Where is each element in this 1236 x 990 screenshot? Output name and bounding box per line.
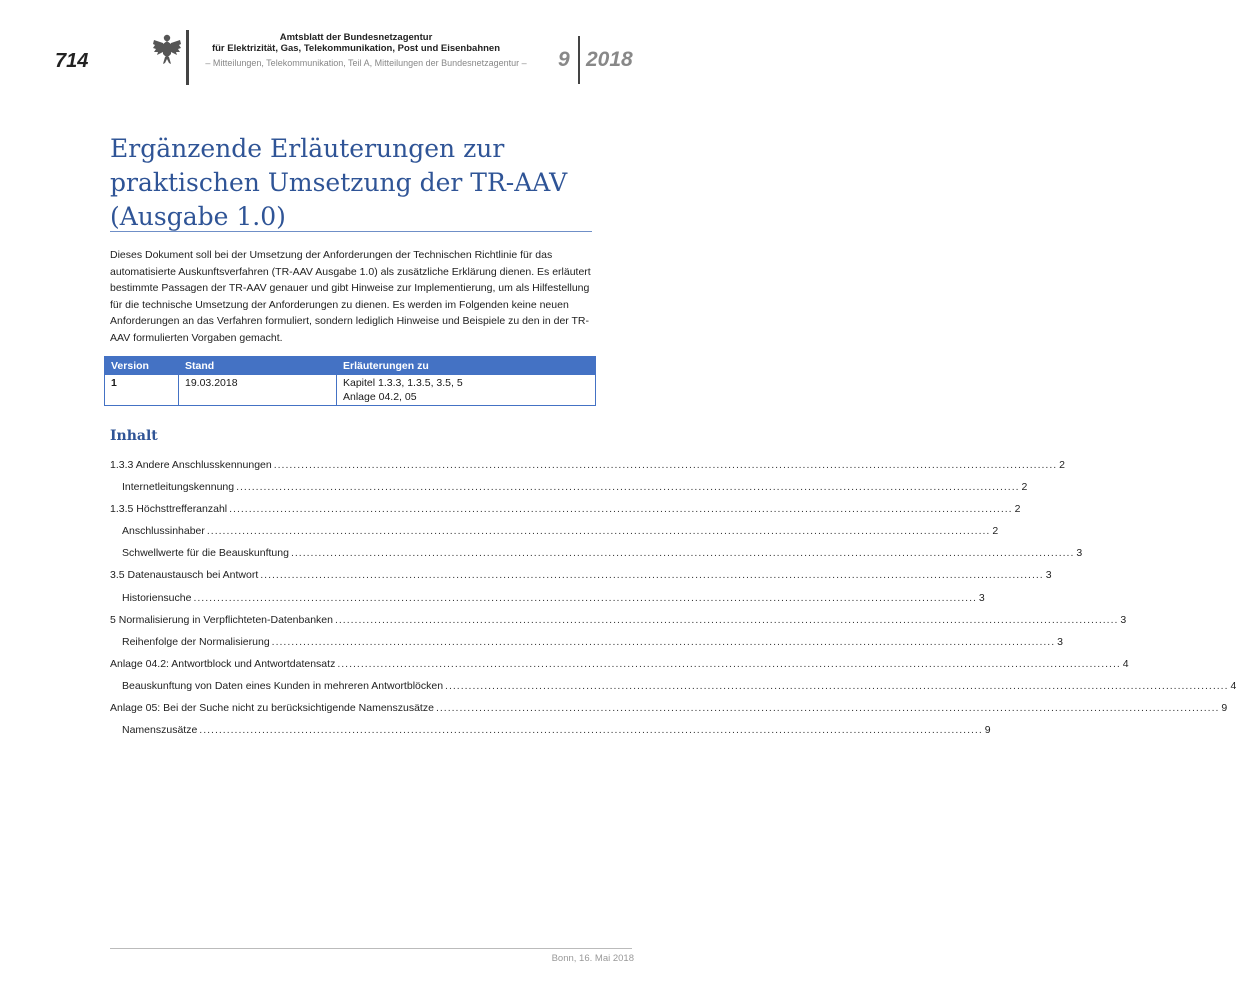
toc-leader: ........................................................................................................................................................................................................ <box>435 702 1220 715</box>
toc-entry-title: Internetleitungskennung <box>122 481 235 494</box>
toc-entry-page: 2 <box>992 525 999 538</box>
footer-date: Bonn, 16. Mai 2018 <box>551 953 634 964</box>
toc-entry[interactable] <box>110 613 1127 636</box>
toc-entry[interactable] <box>110 525 999 547</box>
federal-eagle-icon <box>152 32 182 66</box>
toc-entry[interactable] <box>110 503 1021 525</box>
toc-entry[interactable] <box>110 481 1028 503</box>
toc-entry[interactable] <box>110 724 991 746</box>
issue-number: 9 <box>558 48 570 71</box>
version-column-header: Version <box>105 357 179 375</box>
publication-subtitle: – Mitteilungen, Telekommunikation, Teil A, Mitteilungen der Bundesnetzagentur – <box>205 58 527 68</box>
toc-entry-title: Reihenfolge der Normalisierung <box>122 635 270 648</box>
issue-year: 2018 <box>586 48 633 71</box>
header-divider <box>186 30 189 85</box>
toc-leader: ........................................................................................................................................................................................................ <box>290 547 1075 560</box>
toc-entry-title: Anschlussinhaber <box>122 525 205 538</box>
toc-leader: ........................................................................................................................................................................................................ <box>445 679 1229 692</box>
intro-paragraph: Dieses Dokument soll bei der Umsetzung der Anforderungen der Technischen Richtlinie für das automatisierte Auskunftsverfahren (TR-AAV Ausgabe 1.0) als zusätzliche Erklärung dienen. Es erläutert bestimmte Passagen der TR-AAV genauer und gibt Hinweise zur Implementierung, um als Hilfestellung für die technische Umsetzung der Anforderungen zu dienen. Es werden im Folgenden keine neuen Anforderungen an das Verfahren formuliert, sondern lediglich Hinweise und Beispiele zu den in der TR-AAV formulierten Vorgaben gemacht. <box>110 249 591 344</box>
version-table-header-row <box>105 357 596 375</box>
title-line-1: Ergänzende Erläuterungen zur <box>110 134 505 163</box>
toc-entry-page: 2 <box>1014 503 1021 516</box>
toc-entry-title: 1.3.5 Höchsttrefferanzahl <box>110 503 228 516</box>
toc-entry[interactable] <box>110 635 1063 658</box>
toc-entry-title: Anlage 04.2: Antwortblock und Antwortdatensatz <box>110 657 336 670</box>
toc-entry-page: 3 <box>1045 569 1052 582</box>
toc-entry[interactable] <box>110 591 985 614</box>
toc-entry-title: Historiensuche <box>122 591 192 604</box>
toc-entry-page: 4 <box>1230 679 1236 692</box>
version-value: 1 <box>111 377 117 389</box>
toc-entry-page: 3 <box>978 591 985 604</box>
erlaeuterungen-line-1: Kapitel 1.3.3, 1.3.5, 3.5, 5 <box>343 377 463 389</box>
title-line-3: (Ausgabe 1.0) <box>110 202 286 231</box>
version-cell <box>105 375 179 406</box>
toc-leader: ........................................................................................................................................................................................................ <box>273 459 1058 471</box>
toc-entry-page: 4 <box>1122 657 1129 670</box>
toc-leader: ........................................................................................................................................................................................................ <box>260 569 1044 582</box>
toc-leader: ........................................................................................................................................................................................................ <box>229 503 1013 516</box>
page-number: 714 <box>55 50 89 72</box>
erlaeuterungen-line-2: Anlage 04.2, 05 <box>343 391 417 403</box>
toc-entry-page: 9 <box>1221 702 1228 715</box>
title-underline <box>110 231 592 232</box>
toc-leader: ........................................................................................................................................................................................................ <box>199 724 983 737</box>
toc-entry[interactable] <box>110 657 1129 680</box>
toc-leader: ........................................................................................................................................................................................................ <box>334 613 1119 626</box>
erlaeuterungen-cell <box>337 375 596 406</box>
toc-leader: ........................................................................................................................................................................................................ <box>337 657 1121 670</box>
publication-title-line2: für Elektrizität, Gas, Telekommunikation, Post und Eisenbahnen <box>211 43 501 54</box>
toc-entry[interactable] <box>110 569 1052 591</box>
toc-entry-page: 9 <box>984 724 991 737</box>
toc-entry[interactable] <box>110 679 1236 702</box>
toc-entry[interactable] <box>110 547 1083 569</box>
issue-divider <box>578 36 580 84</box>
toc-entry-title: Anlage 05: Bei der Suche nicht zu berücksichtigende Namenszusätze <box>110 702 434 715</box>
document-title <box>110 132 570 234</box>
toc-entry-title: Beauskunftung von Daten eines Kunden in mehreren Antwortblöcken <box>122 679 444 692</box>
toc-entry[interactable] <box>110 702 1228 724</box>
publication-title <box>196 32 516 54</box>
toc-leader: ........................................................................................................................................................................................................ <box>193 591 977 604</box>
toc-entry-page: 3 <box>1076 547 1083 560</box>
toc-entry-title: 3.5 Datenaustausch bei Antwort <box>110 569 259 582</box>
title-line-2: praktischen Umsetzung der TR-AAV <box>110 168 568 197</box>
toc-entry-title: Schwellwerte für die Beauskunftung <box>122 547 289 560</box>
toc-leader: ........................................................................................................................................................................................................ <box>271 635 1056 648</box>
toc-entry-title: Namenszusätze <box>122 724 198 737</box>
erlaeuterungen-column-header: Erläuterungen zu <box>337 357 596 375</box>
toc-entry-title: 1.3.3 Andere Anschlusskennungen <box>110 459 272 471</box>
stand-column-header: Stand <box>179 357 337 375</box>
toc-leader: ........................................................................................................................................................................................................ <box>236 481 1020 494</box>
toc-entry-page: 2 <box>1059 459 1066 471</box>
version-table <box>104 356 596 406</box>
toc-entry-page: 2 <box>1021 481 1028 494</box>
toc-entry-title: 5 Normalisierung in Verpflichteten-Datenbanken <box>110 613 333 626</box>
footer-divider <box>110 948 632 949</box>
toc-entry-page: 3 <box>1120 613 1127 626</box>
toc-entry[interactable] <box>110 459 1066 481</box>
publication-title-line1: Amtsblatt der Bundesnetzagentur <box>279 32 433 43</box>
page-header <box>0 0 700 90</box>
toc-entry-page: 3 <box>1057 635 1063 648</box>
table-row <box>105 375 596 406</box>
toc-leader: ........................................................................................................................................................................................................ <box>206 525 991 538</box>
toc-heading: Inhalt <box>110 428 158 444</box>
stand-cell: 19.03.2018 <box>179 375 337 406</box>
table-of-contents <box>110 459 1236 746</box>
